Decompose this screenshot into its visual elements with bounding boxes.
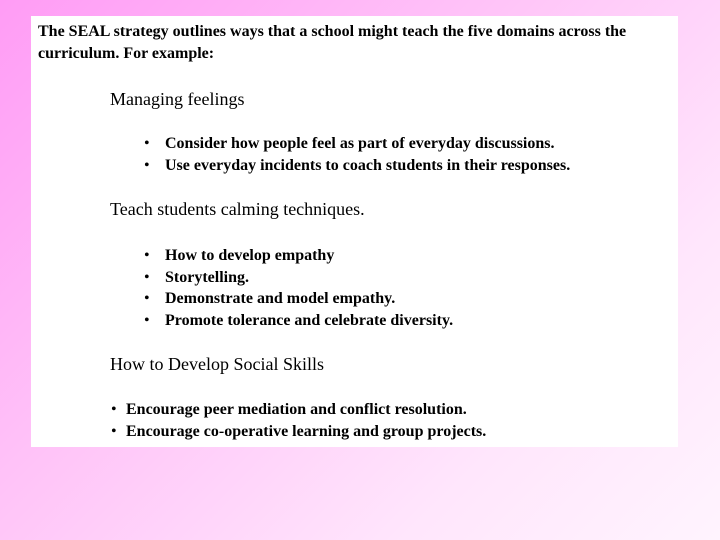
list-item: • Use everyday incidents to coach students in their responses.	[144, 155, 570, 177]
list-item: • Consider how people feel as part of everyday discussions.	[144, 133, 570, 155]
list-item: • Storytelling.	[144, 267, 453, 289]
list-item: • Demonstrate and model empathy.	[144, 288, 453, 310]
section-heading-calming-techniques: Teach students calming techniques.	[110, 199, 365, 219]
social-skills-list	[111, 399, 486, 442]
content-panel	[31, 16, 678, 447]
list-item: • How to develop empathy	[144, 245, 453, 267]
intro-paragraph: The SEAL strategy outlines ways that a school might teach the five domains across the curriculum. For example:	[38, 23, 627, 62]
list-item: • Encourage co-operative learning and group projects.	[111, 421, 486, 443]
managing-feelings-list	[144, 133, 570, 176]
list-item: • Promote tolerance and celebrate diversity.	[144, 310, 453, 332]
section-heading-social-skills: How to Develop Social Skills	[110, 354, 324, 374]
section-heading-managing-feelings: Managing feelings	[110, 89, 245, 109]
list-item: • Encourage peer mediation and conflict resolution.	[111, 399, 486, 421]
calming-techniques-list	[144, 245, 453, 332]
